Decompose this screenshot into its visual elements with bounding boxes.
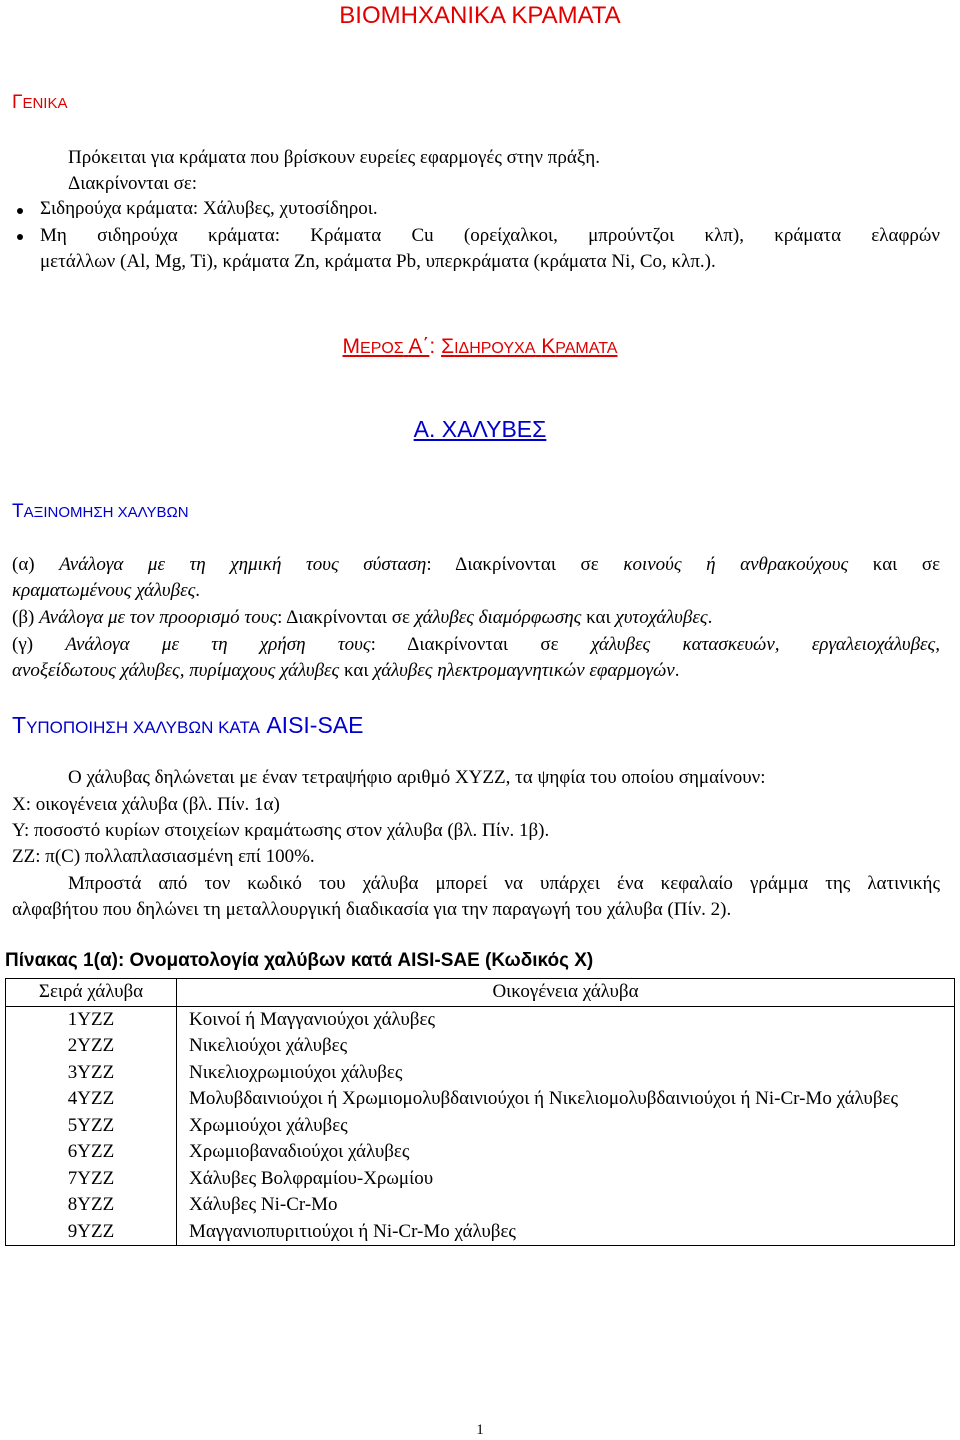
classification-b-types-1: χάλυβες διαμόρφωσης	[414, 607, 582, 628]
table-row	[6, 1113, 955, 1140]
table-row	[6, 1006, 955, 1033]
table-header-series: Σειρά χάλυβα	[6, 979, 177, 1007]
general-intro-line-2: Διακρίνονται σε:	[68, 173, 198, 194]
document-title: ΒΙΟΜΗΧΑΝΙΚΑ ΚΡΑΜΑΤΑ	[339, 2, 621, 29]
typology-paragraph-line-1: Μπροστά από τον κωδικό του χάλυβα μπορεί να υπάρχει ένα κεφαλαίο γράμμα της λατινικής	[68, 873, 940, 894]
classification-b-and: και	[586, 607, 611, 628]
general-heading-rest: ΕΝΙΚΑ	[22, 95, 68, 112]
table-header-row	[6, 979, 955, 1007]
bullet-icon	[17, 234, 23, 240]
table-cell-series: 2YZZ	[6, 1033, 177, 1060]
typology-line-1: Ο χάλυβας δηλώνεται με έναν τετραψήφιο αριθμό XYZZ, τα ψηφία του οποίου σημαίνουν:	[68, 767, 766, 788]
table-cell-family: Χρωμιοβαναδιούχοι χάλυβες	[177, 1139, 955, 1166]
part-a-word1-initial: Μ	[342, 335, 361, 358]
part-a-word2-rest: ΙΔΗΡΟΥΧΑ	[454, 340, 536, 357]
table-cell-family: Χάλυβες Βολφραμίου-Χρωμίου	[177, 1166, 955, 1193]
part-a-word3-rest: ΡΑΜΑΤΑ	[555, 340, 618, 357]
general-intro-line-1: Πρόκειται για κράματα που βρίσκουν ευρείες εφαρμογές στην πράξη.	[68, 147, 600, 168]
classification-a-line-2	[12, 580, 200, 602]
table-cell-family: Νικελιούχοι χάλυβες	[177, 1033, 955, 1060]
typology-heading	[12, 712, 364, 739]
part-a-word1-rest: ΕΡΟΣ	[360, 340, 404, 357]
table-cell-series: 3YZZ	[6, 1060, 177, 1087]
table-cell-series: 7YZZ	[6, 1166, 177, 1193]
typology-heading-standard: AISI-SAE	[266, 712, 364, 738]
table-caption: Πίνακας 1(α): Ονοματολογία χαλύβων κατά AISI-SAE (Κωδικός Χ)	[5, 950, 594, 971]
classification-a-separator: : Διακρίνονται σε	[426, 554, 599, 575]
classification-c-label: (γ)	[12, 634, 34, 655]
classification-b-label: (β)	[12, 607, 35, 628]
typology-heading-initial: Τ	[12, 712, 27, 738]
classification-b-end: .	[707, 607, 713, 628]
table-cell-series: 6YZZ	[6, 1139, 177, 1166]
part-a-heading	[0, 335, 960, 359]
classification-heading-initial: Τ	[12, 501, 24, 522]
classification-c-and: και	[344, 660, 369, 681]
table-cell-series: 9YZZ	[6, 1219, 177, 1246]
classification-a-criterion: Ανάλογα με τη χημική τους σύσταση	[59, 554, 427, 575]
classification-c-types-2: ανοξείδωτους χάλυβες, πυρίμαχους χάλυβες	[12, 660, 340, 681]
general-heading	[12, 92, 67, 114]
typology-paragraph-line-2: αλφαβήτου που δηλώνει τη μεταλλουργική διαδικασία για την παραγωγή του χάλυβα (Πίν. 2).	[12, 899, 732, 920]
typology-heading-rest: ΥΠΟΠΟΙΗΣΗ ΧΑΛΥΒΩΝ ΚΑΤΑ	[26, 718, 260, 737]
classification-c-types-3: χάλυβες ηλεκτρομαγνητικών εφαρμογών	[373, 660, 675, 681]
classification-c-line-2	[12, 660, 679, 682]
table-cell-family: Μολυβδαινιούχοι ή Χρωμιομολυβδαινιούχοι ή Νικελιομολυβδαινιούχοι ή Ni-Cr-Mo χάλυβες	[177, 1086, 955, 1113]
classification-heading	[12, 501, 189, 523]
table-cell-family: Νικελιοχρωμιούχοι χάλυβες	[177, 1060, 955, 1087]
table-cell-family: Χρωμιούχοι χάλυβες	[177, 1113, 955, 1140]
classification-heading-rest: ΑΞΙΝΟΜΗΣΗ ΧΑΛΥΒΩΝ	[23, 504, 189, 521]
bullet-item-ferrous: Σιδηρούχα κράματα: Χάλυβες, χυτοσίδηροι.	[40, 198, 378, 219]
steels-heading: Α. ΧΑΛΥΒΕΣ	[413, 416, 547, 442]
table-row	[6, 1192, 955, 1219]
classification-c-separator: : Διακρίνονται σε	[370, 634, 559, 655]
bullet-item-nonferrous-line-1: Μη σιδηρούχα κράματα: Κράματα Cu (ορείχαλκοι, μπρούντζοι κλπ), κράματα ελαφρών	[40, 225, 940, 246]
classification-a-label: (α)	[12, 554, 35, 575]
table-cell-family: Μαγγανιοπυριτιούχοι ή Ni-Cr-Mo χάλυβες	[177, 1219, 955, 1246]
classification-a-line-1	[12, 554, 940, 576]
table-cell-family: Κοινοί ή Μαγγανιούχοι χάλυβες	[177, 1006, 955, 1033]
part-a-letter: Α΄	[408, 335, 430, 358]
classification-a-and: και σε	[872, 554, 941, 575]
table-row	[6, 1139, 955, 1166]
classification-b-separator: : Διακρίνονται σε	[277, 607, 410, 628]
part-a-word3-initial: Κ	[541, 335, 556, 358]
steel-family-table	[5, 978, 955, 1246]
classification-c-criterion: Ανάλογα με τη χρήση τους	[65, 634, 371, 655]
table-row	[6, 1219, 955, 1246]
classification-a-end: .	[195, 580, 201, 601]
typology-line-y: Y: ποσοστό κυρίων στοιχείων κραμάτωσης στον χάλυβα (βλ. Πίν. 1β).	[12, 820, 550, 841]
classification-b-line	[12, 607, 712, 629]
classification-b-criterion: Ανάλογα με τον προορισμό τους	[39, 607, 278, 628]
table-header-family: Οικογένεια χάλυβα	[177, 979, 955, 1007]
typology-line-x: X: οικογένεια χάλυβα (βλ. Πίν. 1α)	[12, 794, 280, 815]
part-a-colon: :	[429, 335, 436, 358]
classification-c-types-1: χάλυβες κατασκευών, εργαλειοχάλυβες,	[590, 634, 940, 655]
bullet-icon	[17, 208, 23, 214]
table-row	[6, 1166, 955, 1193]
classification-c-line-1	[12, 634, 940, 656]
classification-b-types-2: χυτοχάλυβες	[615, 607, 708, 628]
classification-a-types-1: κοινούς ή ανθρακούχους	[623, 554, 849, 575]
classification-c-end: .	[674, 660, 680, 681]
general-heading-initial: Γ	[12, 92, 23, 113]
table-cell-series: 5YZZ	[6, 1113, 177, 1140]
table-row	[6, 1033, 955, 1060]
typology-line-zz: ZZ: π(C) πολλαπλασιασμένη επί 100%.	[12, 846, 315, 867]
page-number: 1	[476, 1422, 484, 1438]
classification-a-types-2: κραματωμένους χάλυβες	[12, 580, 196, 601]
table-cell-series: 4YZZ	[6, 1086, 177, 1113]
table-row	[6, 1060, 955, 1087]
bullet-item-nonferrous-line-2: μετάλλων (Al, Mg, Ti), κράματα Zn, κράματα Pb, υπερκράματα (κράματα Ni, Co, κλπ.).	[40, 251, 716, 272]
table-cell-series: 8YZZ	[6, 1192, 177, 1219]
part-a-word2-initial: Σ	[441, 335, 455, 358]
table-row	[6, 1086, 955, 1113]
table-cell-series: 1YZZ	[6, 1006, 177, 1033]
table-cell-family: Χάλυβες Ni-Cr-Mo	[177, 1192, 955, 1219]
